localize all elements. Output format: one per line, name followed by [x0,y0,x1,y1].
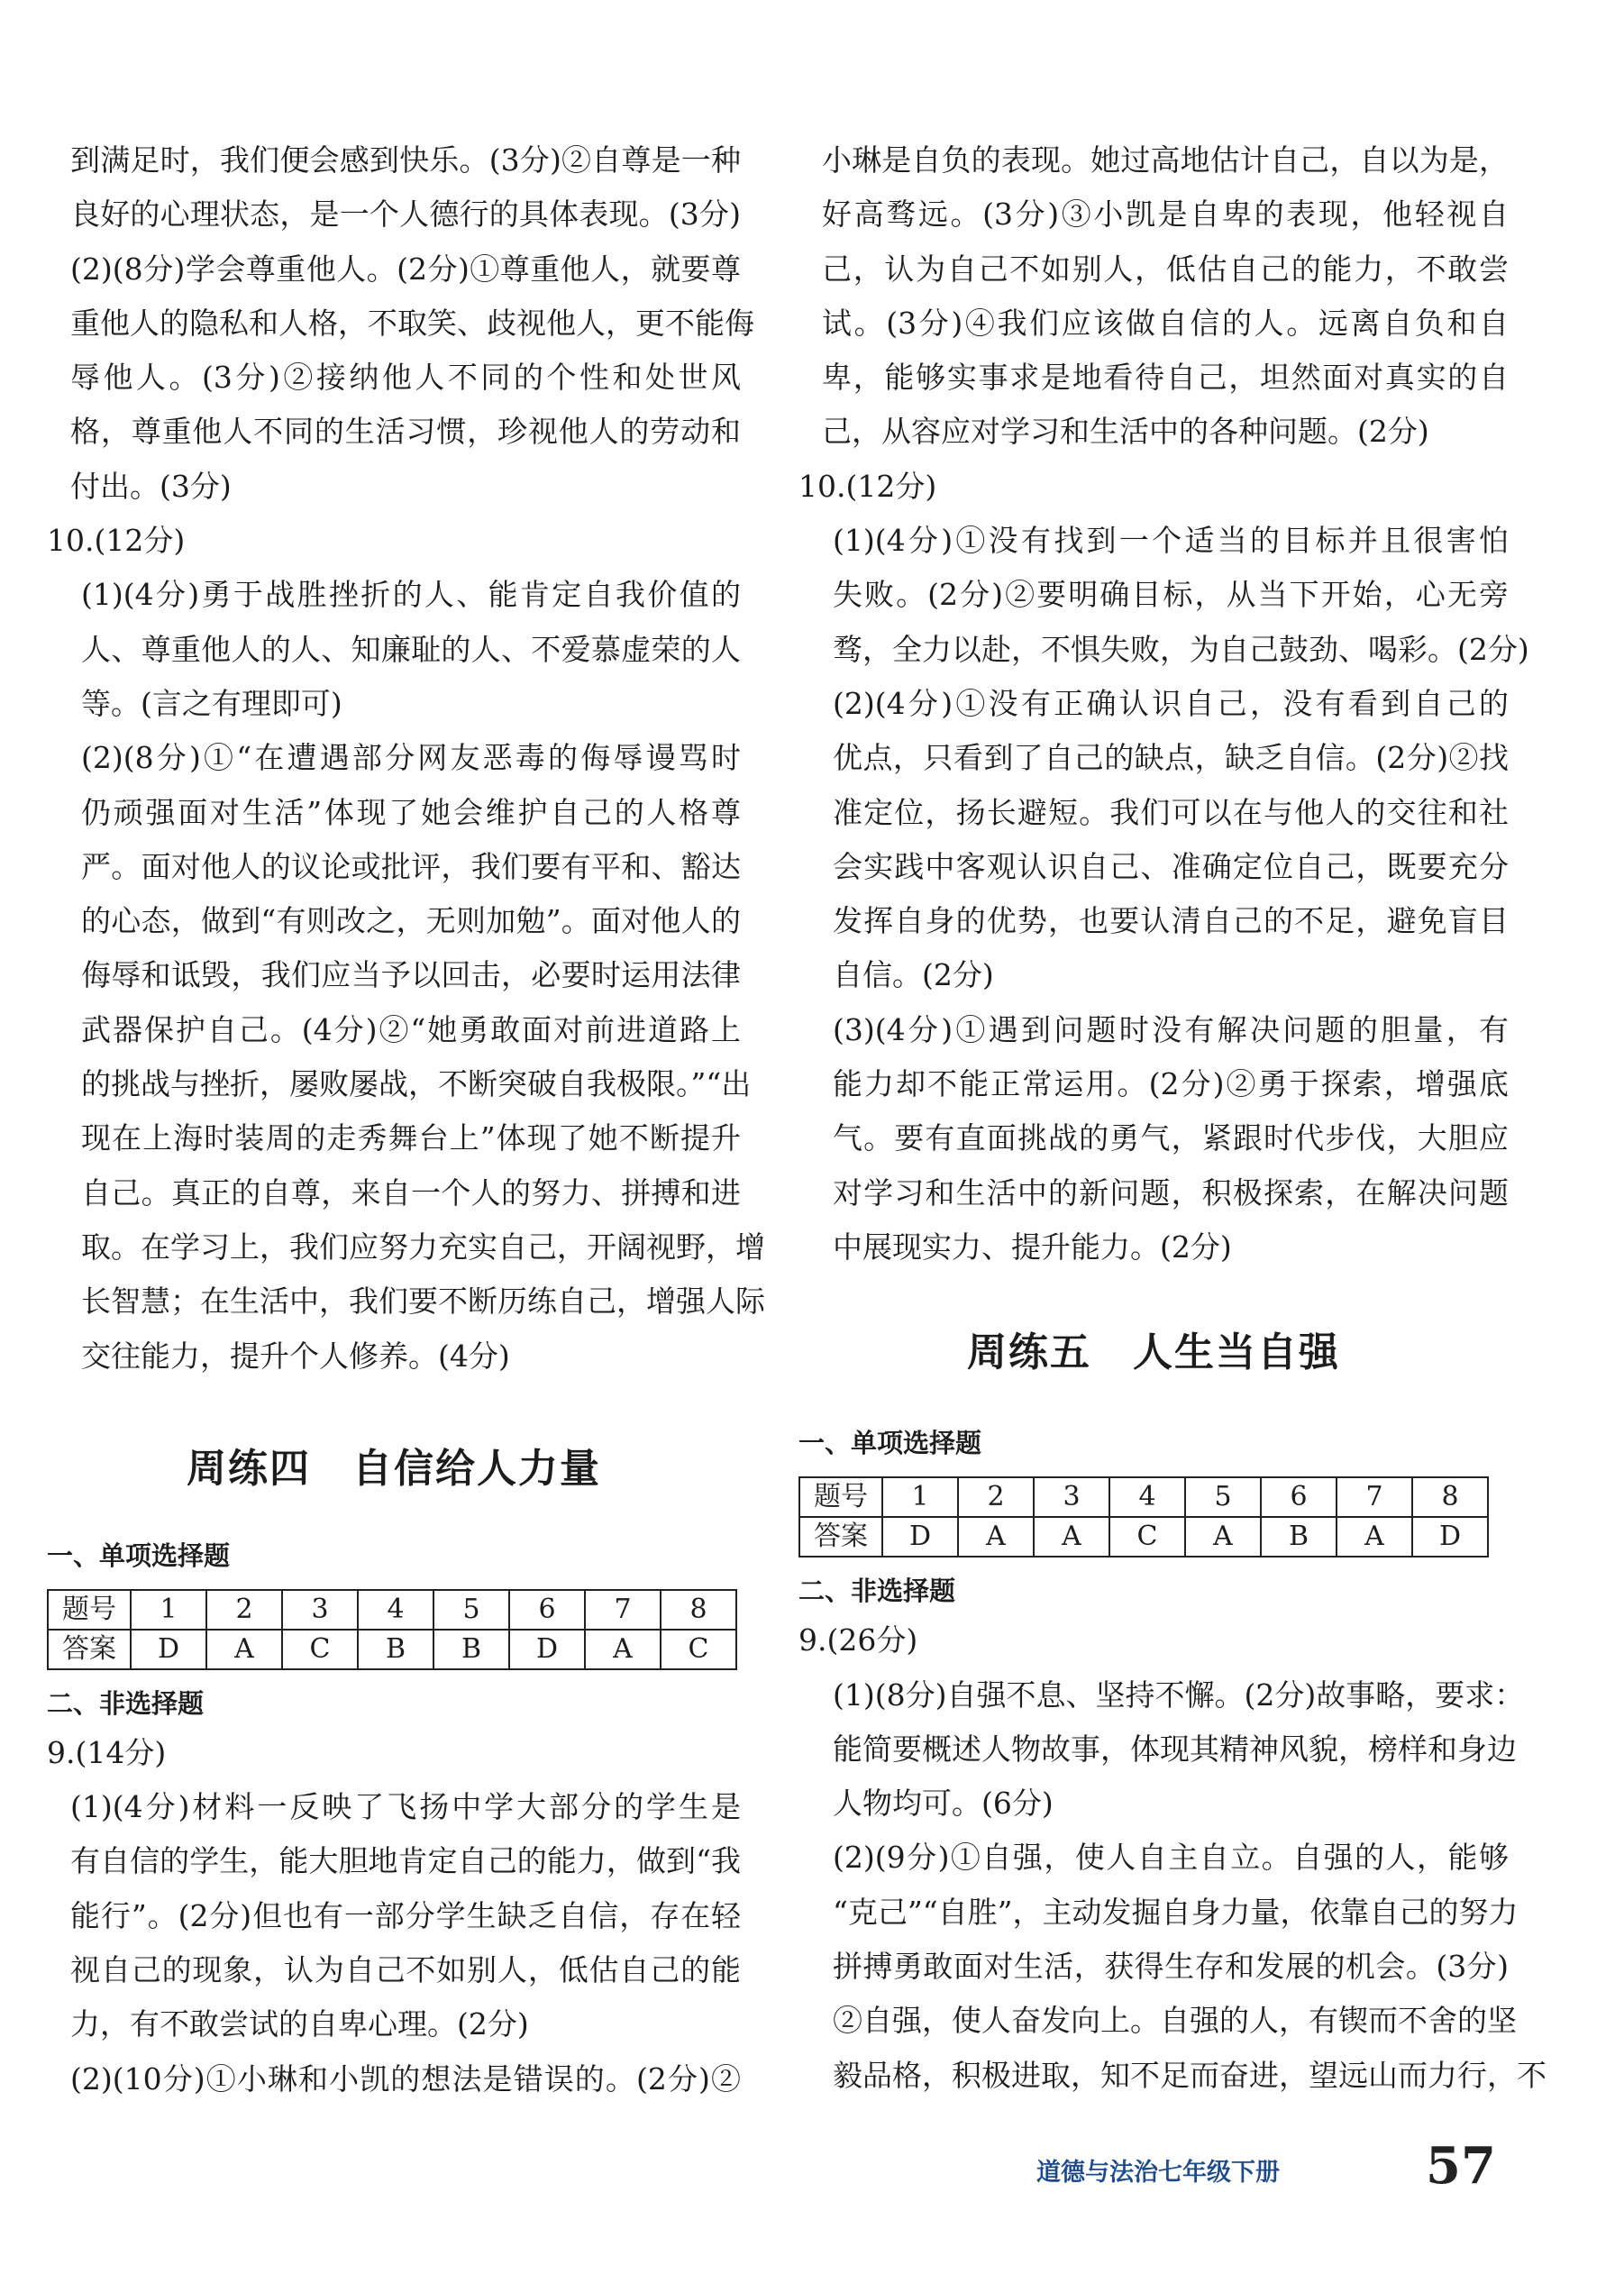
q10-answer-block [47,568,765,1383]
text-line: 视自己的现象，认为自己不如别人，低估自己的能 [70,1952,741,1988]
text-line: 能力却不能正常运用。(2分)②勇于探索，增强底 [833,1066,1509,1102]
text-line: 中展现实力、提升能力。(2分) [833,1229,1232,1265]
table-cell: D [1412,1517,1488,1557]
text-line: 发挥自身的优势，也要认清自己的不足，避免盲目 [833,903,1509,939]
table-row [48,1630,736,1669]
left-column [47,133,765,2106]
table-cell: D [882,1517,958,1557]
text-line: (1)(8分)自强不息、坚持不懈。(2分)故事略，要求： [833,1676,1525,1713]
table-cell: 1 [131,1590,206,1630]
text-line: 能简要概述人物故事，体现其精神风貌，榜样和身边 [833,1731,1517,1767]
text-line: 人物均可。(6分) [833,1786,1054,1822]
question-label: 9.(26分) [798,1622,918,1658]
text-line: 武器保护自己。(4分)②“她勇敢面对前进道路上 [81,1011,741,1047]
text-line: 辱他人。(3分)②接纳他人不同的个性和处世风 [70,360,741,396]
text-line: (3)(4分)①遇到问题时没有解决问题的胆量，有 [833,1011,1509,1047]
week5-q9-answer-block [798,1668,1546,2103]
question-label: 10.(12分) [47,523,186,559]
text-line: (2)(8分)学会尊重他人。(2分)①尊重他人，就要尊 [70,251,741,287]
text-line: 会实践中客观认识自己、准确定位自己，既要充分 [833,848,1509,884]
page-number: 57 [1426,2136,1496,2196]
week4-title: 周练四 自信给人力量 [187,1445,601,1492]
right-q10-answer-block [798,514,1529,1274]
text-line: 等。(言之有理即可) [81,685,342,721]
table-cell: 5 [433,1590,509,1630]
text-line: “克己”“自胜”，主动发掘自身力量，依靠自己的努力 [833,1894,1519,1930]
text-line: 的心态，做到“有则改之，无则加勉”。面对他人的 [81,903,741,939]
table-row [799,1517,1488,1557]
table-cell: A [1185,1517,1261,1557]
question-label: 10.(12分) [798,468,937,504]
table-header-cell: 答案 [48,1630,131,1669]
table-row [799,1477,1488,1517]
text-line: 试。(3分)④我们应该做自信的人。远离自负和自 [822,305,1509,341]
text-line: 拼搏勇敢面对生活，获得生存和发展的机会。(3分) [833,1949,1509,1985]
text-line: 优点，只看到了自己的缺点，缺乏自信。(2分)②找 [833,740,1509,776]
table-row [48,1590,736,1630]
table-cell: B [1261,1517,1337,1557]
text-line: 卑，能够实事求是地看待自己，坦然面对真实的自 [822,360,1509,396]
table-header-cell: 题号 [48,1590,131,1630]
text-line: 付出。(3分) [70,468,232,504]
table-header-cell: 答案 [799,1517,882,1557]
table-cell: A [958,1517,1034,1557]
table-cell: 8 [1412,1477,1488,1517]
table-cell: C [282,1630,358,1669]
table-cell: A [1034,1517,1109,1557]
text-line: 侮辱和诋毁，我们应当予以回击，必要时运用法律 [81,957,741,993]
text-line: 力，有不敢尝试的自卑心理。(2分) [70,2006,529,2042]
text-line: (2)(10分)①小琳和小凯的想法是错误的。(2分)② [70,2060,741,2097]
question-label: 9.(14分) [47,1734,167,1770]
text-line: (2)(9分)①自强，使人自主自立。自强的人，能够 [833,1840,1509,1876]
table-cell: C [661,1630,736,1669]
text-line: 好高骛远。(3分)③小凯是自卑的表现，他轻视自 [822,196,1509,233]
table-cell: 3 [282,1590,358,1630]
table-cell: D [131,1630,206,1669]
text-line: 的挑战与挫折，屡败屡战，不断突破自我极限。”“出 [81,1066,752,1102]
text-line: 己，认为自己不如别人，低估自己的能力，不敢尝 [822,251,1509,287]
text-line: 到满足时，我们便会感到快乐。(3分)②自尊是一种 [70,142,741,178]
text-line: 交往能力，提升个人修养。(4分) [81,1338,510,1374]
week5-title: 周练五 人生当自强 [967,1329,1340,1376]
text-line: 良好的心理状态，是一个人德行的具体表现。(3分) [70,196,741,233]
week4-q9-answer-block [47,1780,741,2106]
table-cell: 8 [661,1590,736,1630]
text-line: 严。面对他人的议论或批评，我们要有平和、豁达 [81,848,741,884]
table-cell: 2 [206,1590,282,1630]
text-line: 取。在学习上，我们应努力充实自己，开阔视野，增 [81,1229,765,1265]
table-cell: 6 [1261,1477,1337,1517]
text-line: 自信。(2分) [833,957,994,993]
table-cell: 7 [1337,1477,1412,1517]
text-line: 人、尊重他人的人、知廉耻的人、不爱慕虚荣的人 [81,631,741,667]
text-line: (2)(4分)①没有正确认识自己，没有看到自己的 [833,685,1509,721]
table-header-cell: 题号 [799,1477,882,1517]
text-line: 准定位，扬长避短。我们可以在与他人的交往和社 [833,794,1509,830]
table-cell: 4 [358,1590,433,1630]
text-line: 重他人的隐私和人格，不取笑、歧视他人，更不能侮 [70,305,754,341]
text-line: 对学习和生活中的新问题，积极探索，在解决问题 [833,1174,1509,1210]
right-top-block [798,133,1509,460]
text-line: 仍顽强面对生活”体现了她会维护自己的人格尊 [81,794,741,830]
week4-section-single-choice: 一、单项选择题 [47,1539,231,1571]
text-line: 自己。真正的自尊，来自一个人的努力、拼搏和进 [81,1174,741,1210]
text-line: 己，从容应对学习和生活中的各种问题。(2分) [822,414,1429,450]
table-cell: 4 [1109,1477,1185,1517]
right-column [798,133,1546,2103]
text-line: (1)(4分)勇于战胜挫折的人、能肯定自我价值的 [81,577,741,613]
table-cell: 6 [509,1590,585,1630]
table-cell: 1 [882,1477,958,1517]
table-cell: D [509,1630,585,1669]
text-line: ②自强，使人奋发向上。自强的人，有锲而不舍的坚 [833,2003,1517,2039]
footer-subject: 道德与法治七年级下册 [1036,2159,1280,2187]
week4-section-non-choice: 二、非选择题 [47,1687,205,1719]
table-cell: A [585,1630,661,1669]
week5-section-non-choice: 二、非选择题 [798,1576,956,1607]
table-cell: A [1337,1517,1412,1557]
table-cell: A [206,1630,282,1669]
text-line: 气。要有直面挑战的勇气，紧跟时代步伐，大胆应 [833,1120,1509,1156]
table-cell: B [433,1630,509,1669]
text-line: (1)(4分)①没有找到一个适当的目标并且很害怕 [833,523,1509,559]
text-line: 格，尊重他人不同的生活习惯，珍视他人的劳动和 [70,414,741,450]
left-top-block [47,133,754,514]
week4-answer-table [47,1589,737,1670]
table-cell: 5 [1185,1477,1261,1517]
table-cell: 2 [958,1477,1034,1517]
text-line: 失败。(2分)②要明确目标，从当下开始，心无旁 [833,577,1509,613]
text-line: 能行”。(2分)但也有一部分学生缺乏自信，存在轻 [70,1897,741,1933]
table-cell: B [358,1630,433,1669]
table-cell: 3 [1034,1477,1109,1517]
text-line: 长智慧；在生活中，我们要不断历练自己，增强人际 [81,1284,765,1320]
text-line: (1)(4分)材料一反映了飞扬中学大部分的学生是 [70,1789,741,1825]
text-line: 骛，全力以赴，不惧失败，为自己鼓劲、喝彩。(2分) [833,631,1529,667]
text-line: 现在上海时装周的走秀舞台上”体现了她不断提升 [81,1120,741,1156]
table-cell: 7 [585,1590,661,1630]
table-cell: C [1109,1517,1185,1557]
text-line: (2)(8分)①“在遭遇部分网友恶毒的侮辱谩骂时 [81,740,741,776]
text-line: 小琳是自负的表现。她过高地估计自己，自以为是， [822,142,1509,178]
text-line: 有自信的学生，能大胆地肯定自己的能力，做到“我 [70,1843,741,1879]
text-line: 毅品格，积极进取，知不足而奋进，望远山而力行，不 [833,2057,1546,2093]
week5-section-single-choice: 一、单项选择题 [798,1428,982,1459]
week5-answer-table [798,1476,1489,1558]
